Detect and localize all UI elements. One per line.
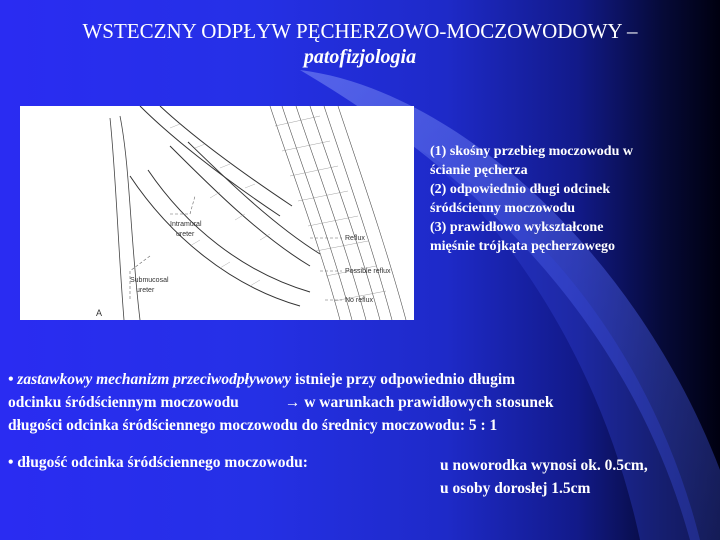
label-no-reflux: No reflux bbox=[345, 297, 374, 304]
anti-reflux-conditions bbox=[430, 142, 690, 256]
paragraph-line-2 bbox=[8, 391, 718, 414]
panel-letter: A bbox=[96, 308, 103, 318]
valve-mechanism-paragraph bbox=[8, 368, 718, 437]
label-submucosal-ureter: ureter bbox=[136, 287, 155, 294]
length-newborn: u noworodka wynosi ok. 0.5cm, bbox=[440, 457, 648, 474]
paragraph-line-1 bbox=[8, 368, 718, 391]
paragraph-line-2-end: → w warunkach prawidłowych stosunek bbox=[284, 394, 554, 411]
length-adult: u osoby dorosłej 1.5cm bbox=[440, 480, 591, 497]
length-values bbox=[440, 454, 648, 500]
title-main: WSTECZNY ODPŁYW PĘCHERZOWO-MOCZOWODOWY – bbox=[82, 19, 638, 43]
label-intramural-ureter: ureter bbox=[176, 231, 195, 238]
title-subtitle: patofizjologia bbox=[303, 46, 417, 68]
paragraph-lead: • zastawkowy mechanizm przeciwodpływowy bbox=[8, 371, 292, 388]
condition-line: mięśnie trójkąta pęcherzowego bbox=[430, 239, 616, 254]
label-possible-reflux: Possible reflux bbox=[345, 268, 391, 275]
ureter-diagram-drawing bbox=[20, 106, 414, 320]
label-submucosal: Submucosal bbox=[130, 277, 169, 284]
paragraph-line-2-start: odcinku śródściennym moczowodu bbox=[8, 394, 239, 411]
length-bullet: • długość odcinka śródściennego moczowodu: bbox=[8, 454, 308, 471]
paragraph-line-3: długości odcinka śródściennego moczowodu do średnicy moczowodu: 5 : 1 bbox=[8, 417, 498, 434]
ureter-diagram bbox=[20, 106, 414, 320]
condition-line: (3) prawidłowo wykształcone bbox=[430, 220, 604, 235]
condition-line: ścianie pęcherza bbox=[430, 163, 528, 178]
paragraph-line-1-rest: istnieje przy odpowiednio długim bbox=[291, 371, 516, 388]
condition-line: śródścienny moczowodu bbox=[430, 201, 576, 216]
condition-line: (1) skośny przebieg moczowodu w bbox=[430, 144, 633, 159]
label-intramural: Intramural bbox=[170, 221, 202, 228]
condition-line: (2) odpowiednio długi odcinek bbox=[430, 182, 611, 197]
slide-title bbox=[0, 18, 720, 70]
label-reflux: Reflux bbox=[345, 235, 365, 242]
